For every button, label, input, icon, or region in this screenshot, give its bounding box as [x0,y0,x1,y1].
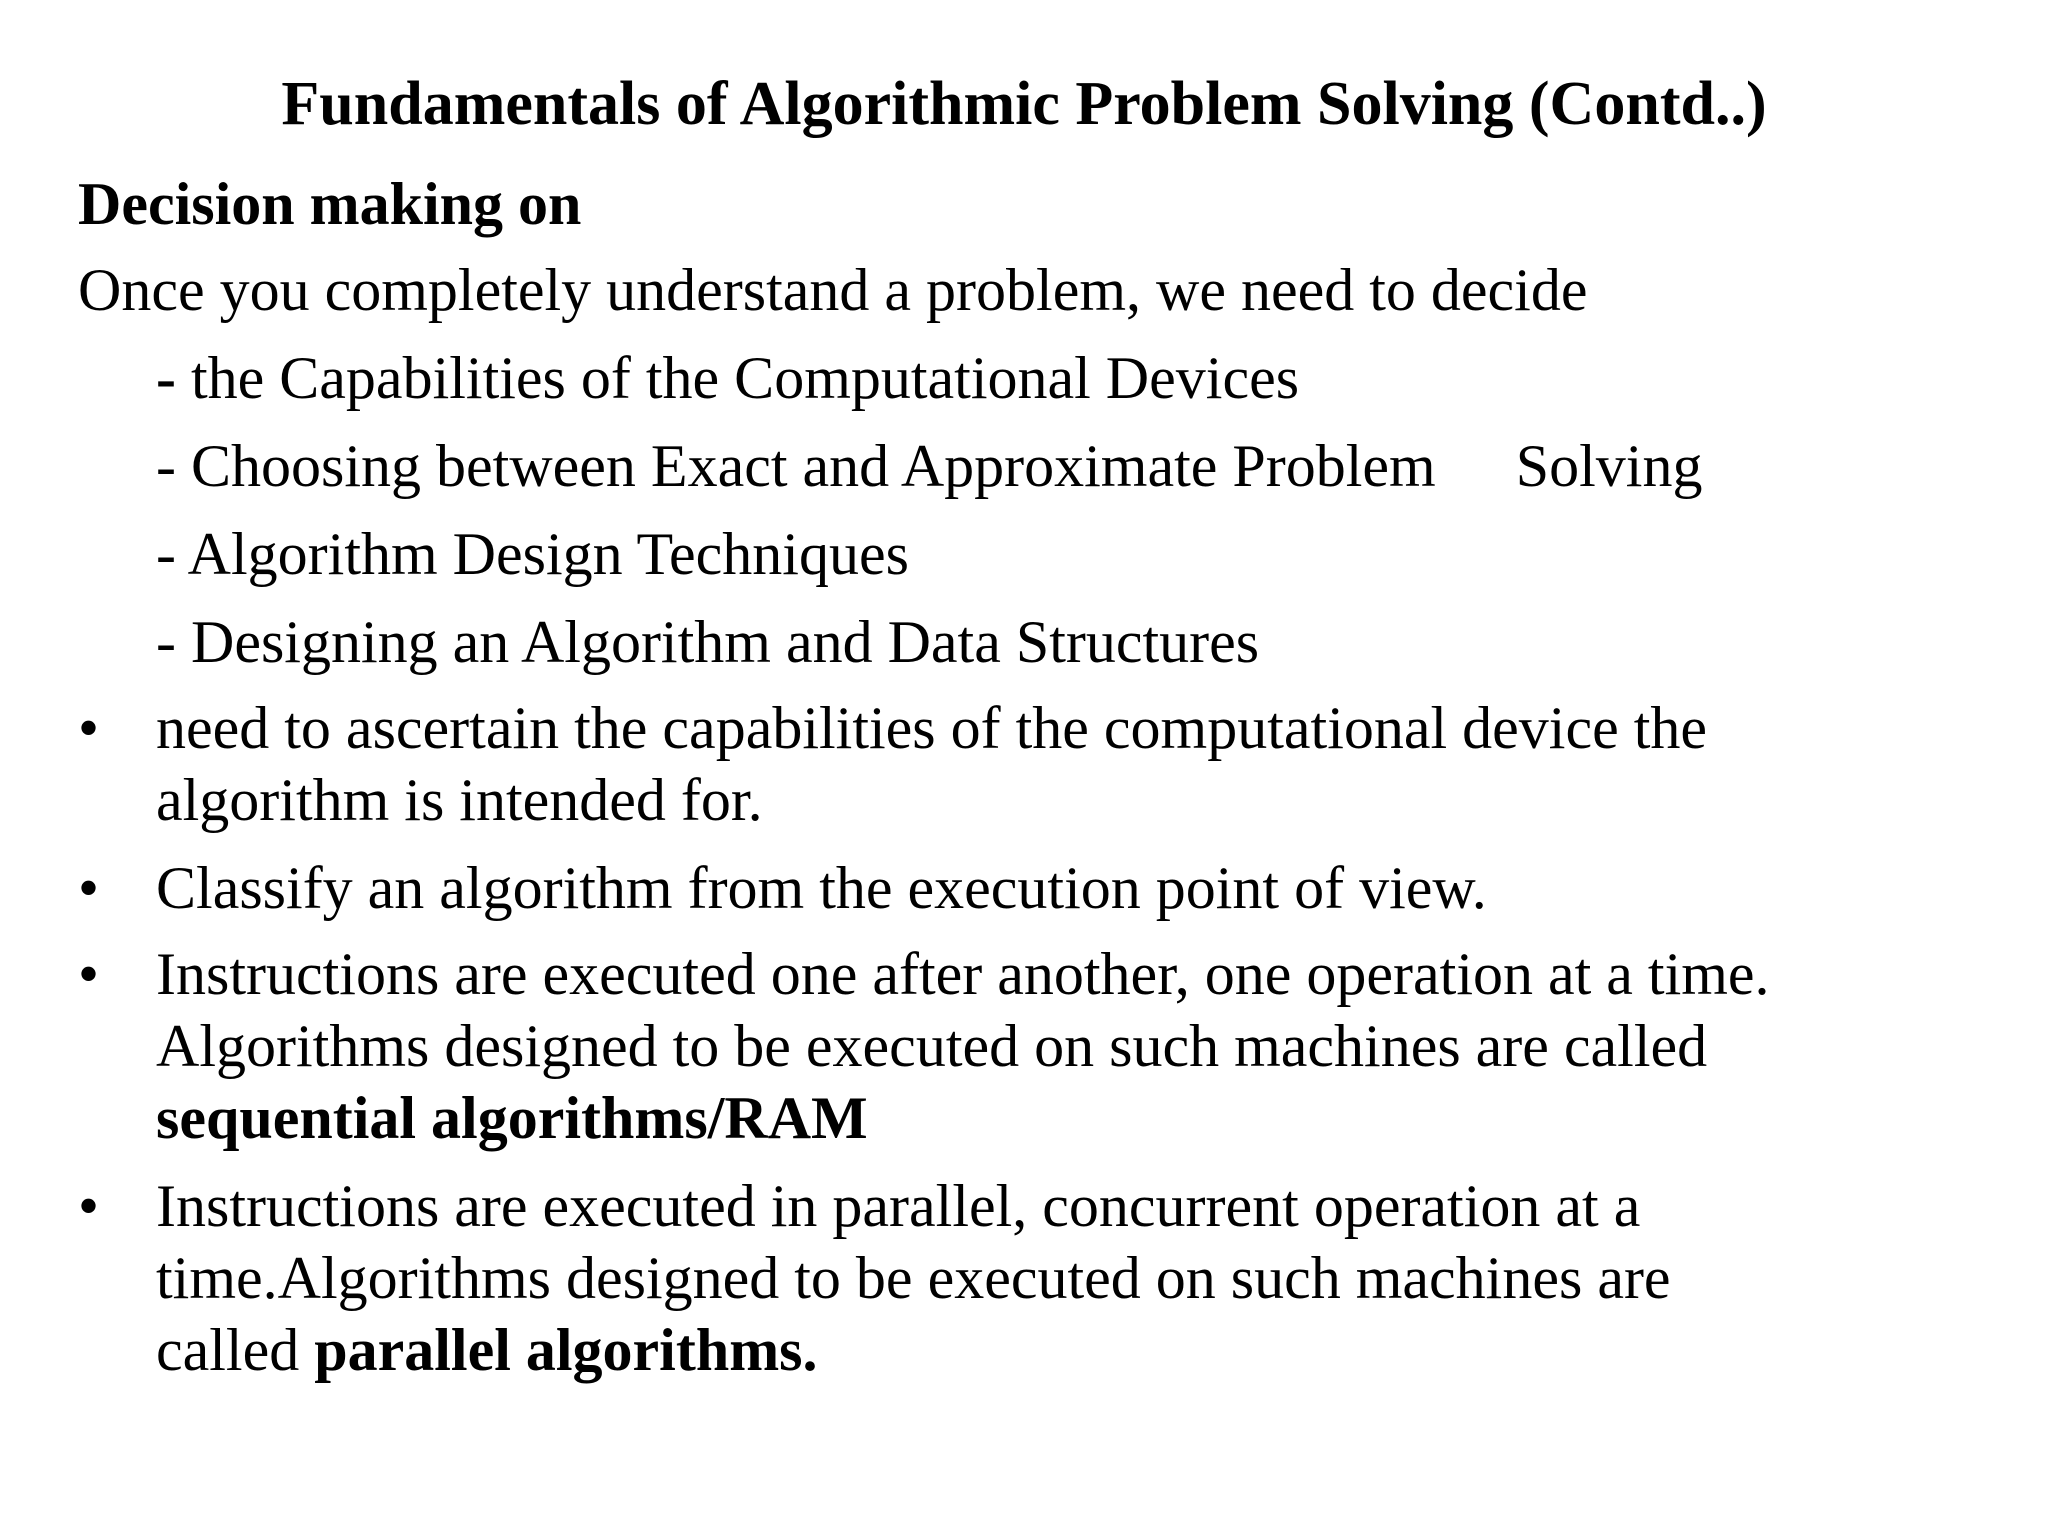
bullet-dot-icon: • [78,1173,100,1239]
bullet-dot-icon: • [78,855,100,921]
bullet-text [156,1170,2016,1386]
bullet-bold-term: sequential algorithms/RAM [156,1085,868,1151]
bullet-text [156,938,2016,1154]
bullet-bold-term: parallel algorithms. [314,1317,818,1383]
bullet-line: algorithm is intended for. [156,767,763,833]
slide-title: Fundamentals of Algorithmic Problem Solving (Contd..) [281,70,1767,138]
bullet-dot-icon: • [78,941,100,1007]
bullet-line: time.Algorithms designed to be executed on such machines are [156,1245,1671,1311]
dash-item-exact-approx [156,428,1702,504]
bullet-line: Classify an algorithm from the execution point of view. [156,855,1487,921]
dash-item-data-structures [156,604,1259,680]
dash-marker: - [156,521,176,587]
bullet-line [156,1314,2016,1386]
dash-item-text: Designing an Algorithm and Data Structures [175,609,1260,675]
bullet-text [156,852,2016,924]
dash-marker: - [156,345,176,411]
bullet-line: need to ascertain the capabilities of the computational device the [156,695,1708,761]
dash-item-text: Algorithm Design Techniques [175,521,909,587]
bullet-line: Algorithms designed to be executed on such machines are called [156,1013,1708,1079]
bullet-line: Instructions are executed in parallel, concurrent operation at a [156,1173,1641,1239]
bullet-line: Instructions are executed one after another, one operation at a time. [156,941,1770,1007]
bullet-dot-icon: • [78,695,100,761]
dash-item-text: the Capabilities of the Computational Devices [175,345,1300,411]
dash-item-trail: Solving [1515,433,1703,499]
section-heading: Decision making on [78,171,582,237]
dash-item-design-techniques [156,516,909,592]
dash-marker: - [156,433,176,499]
dash-item-text: Choosing between Exact and Approximate Problem [175,433,1436,499]
dash-item-capabilities [156,340,1299,416]
dash-marker: - [156,609,176,675]
intro-text: Once you completely understand a problem, we need to decide [78,257,1588,323]
bullet-line-prefix: called [156,1317,315,1383]
bullet-text [156,692,2016,836]
